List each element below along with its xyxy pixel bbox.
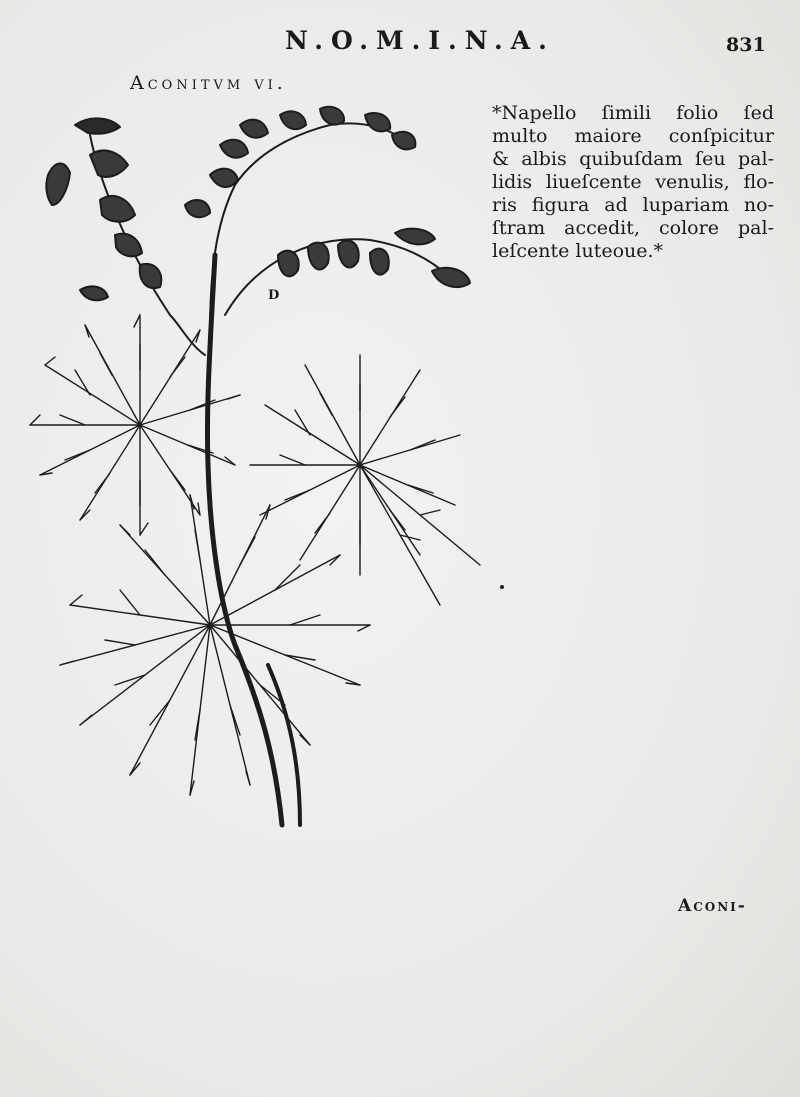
description-line: multo maiore conſpicitur — [492, 125, 774, 147]
page-number: 831 — [726, 34, 766, 56]
plate-letter: D — [268, 288, 280, 303]
running-head: N.O.M.I.N.A. — [285, 26, 555, 55]
description-line: ſtram accedit, colore pal- — [492, 217, 774, 239]
aconitum-woodcut — [20, 105, 495, 840]
plate-title: Aconitvm vi. — [130, 72, 287, 94]
catchword: Aconi- — [678, 896, 747, 916]
ink-speck — [500, 585, 504, 589]
description-line: leſcente luteoue.* — [492, 240, 664, 262]
description-line: & albis quibuſdam ſeu pal- — [492, 148, 774, 170]
description-line: ris figura ad lupariam no- — [492, 194, 774, 216]
description-text — [492, 102, 774, 263]
description-line: lidis liueſcente venulis, flo- — [492, 171, 774, 193]
description-line: *Napello ſimili folio ſed — [492, 102, 774, 124]
